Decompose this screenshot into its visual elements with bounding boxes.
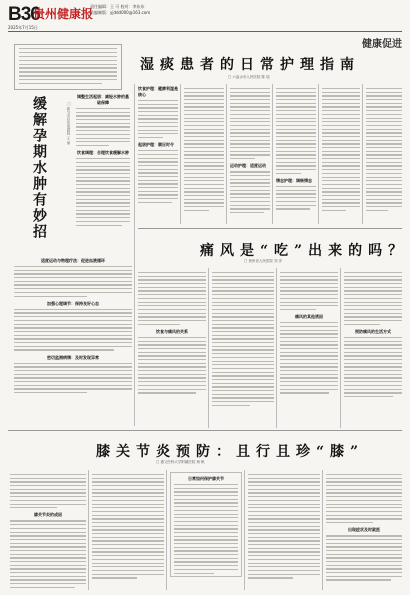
- column-divider: [226, 84, 227, 224]
- column-divider: [244, 470, 245, 590]
- subhead: 起居护理：顺应时令: [138, 142, 174, 148]
- article-column-knee: [92, 472, 164, 590]
- column-divider: [272, 84, 273, 224]
- article-column-damp-phlegm: [276, 86, 316, 224]
- article-title-pregnancy-edema: 缓解孕期水肿有妙招: [31, 96, 47, 240]
- subhead: 密切监测病情：及时发现异常: [47, 354, 99, 360]
- article-byline-gout: □ 贵州省人民医院 刘 洋: [244, 259, 283, 263]
- article-column-damp-phlegm: [138, 86, 178, 224]
- article-column-knee: [10, 472, 86, 590]
- subhead: 加强心理调节：保持良好心态: [47, 300, 99, 306]
- page-number: B36: [8, 4, 40, 25]
- subhead: 预防痛风的生活方式: [355, 328, 391, 334]
- article-column-gout: [212, 270, 274, 426]
- email-line: 美编制版：yjddd000@163.com: [90, 10, 151, 15]
- article-title-knee: 膝关节炎预防：且行且珍“膝”: [96, 444, 365, 460]
- masthead-logo: 贵州健康报: [33, 7, 94, 21]
- subhead: 饮食与痛风的关系: [156, 328, 188, 334]
- column-divider: [318, 84, 319, 224]
- column-divider: [166, 470, 167, 590]
- column-divider: [340, 268, 341, 428]
- subhead: 调整生活起居：减轻水肿的基础保障: [77, 94, 129, 105]
- column-divider: [88, 470, 89, 590]
- article-column-damp-phlegm: [366, 86, 402, 224]
- column-divider: [208, 268, 209, 428]
- article-column-pregnancy-edema: [76, 93, 130, 263]
- subhead: 饮食护理：健脾利湿是核心: [138, 86, 178, 97]
- subhead: 情志护理：调畅情志: [276, 178, 312, 184]
- column-divider: [180, 84, 181, 224]
- article-column-damp-phlegm: [230, 86, 270, 224]
- subhead: 膝关节炎的成因: [34, 512, 62, 518]
- article-title-gout: 痛风是“吃”出来的吗？: [200, 243, 409, 259]
- article-lower-pregnancy-edema: [14, 257, 132, 427]
- article-column-knee: [248, 472, 320, 590]
- article-column-gout: [344, 270, 402, 426]
- subhead: 适度运动与物理疗法：促进血液循环: [41, 258, 105, 263]
- editor-info: [90, 4, 150, 16]
- article-byline-knee: □ 遵义医科大学附属医院 杨 帆: [156, 460, 205, 464]
- intro-box: [14, 44, 122, 90]
- section-rule: [8, 430, 402, 431]
- article-column-knee: [326, 472, 402, 590]
- article-column-damp-phlegm: [322, 86, 360, 224]
- article-title-damp-phlegm: 湿痰患者的日常护理指南: [140, 57, 360, 73]
- column-divider: [134, 84, 135, 426]
- column-divider: [362, 84, 363, 224]
- article-column-knee: [170, 472, 242, 590]
- article-byline-pregnancy-edema: □ 都匀市妇幼保健院 王 丽: [67, 102, 71, 145]
- article-column-gout: [138, 270, 206, 426]
- article-byline-damp-phlegm: □ 六盘水市人民医院 陈 瑶: [228, 75, 270, 79]
- article-column-gout: [280, 270, 338, 426]
- subhead: 日常如何保护膝关节: [188, 476, 224, 481]
- issue-date: 2025年7月15日: [8, 25, 38, 30]
- section-title: 健康促进: [362, 39, 402, 50]
- article-column-damp-phlegm: [184, 86, 224, 224]
- column-divider: [322, 470, 323, 590]
- subhead: 痛风的其他诱因: [295, 314, 323, 320]
- subhead: 饮食调理：合理饮食缓解水肿: [77, 150, 129, 156]
- subhead: 运动护理：适度运动: [230, 163, 266, 169]
- column-divider: [276, 268, 277, 428]
- section-rule: [138, 228, 402, 229]
- editor-line: 责任编辑：王 可 校对：李东东: [90, 4, 145, 9]
- subhead: 出现症状及时就医: [348, 527, 380, 533]
- header-rule: [8, 31, 402, 32]
